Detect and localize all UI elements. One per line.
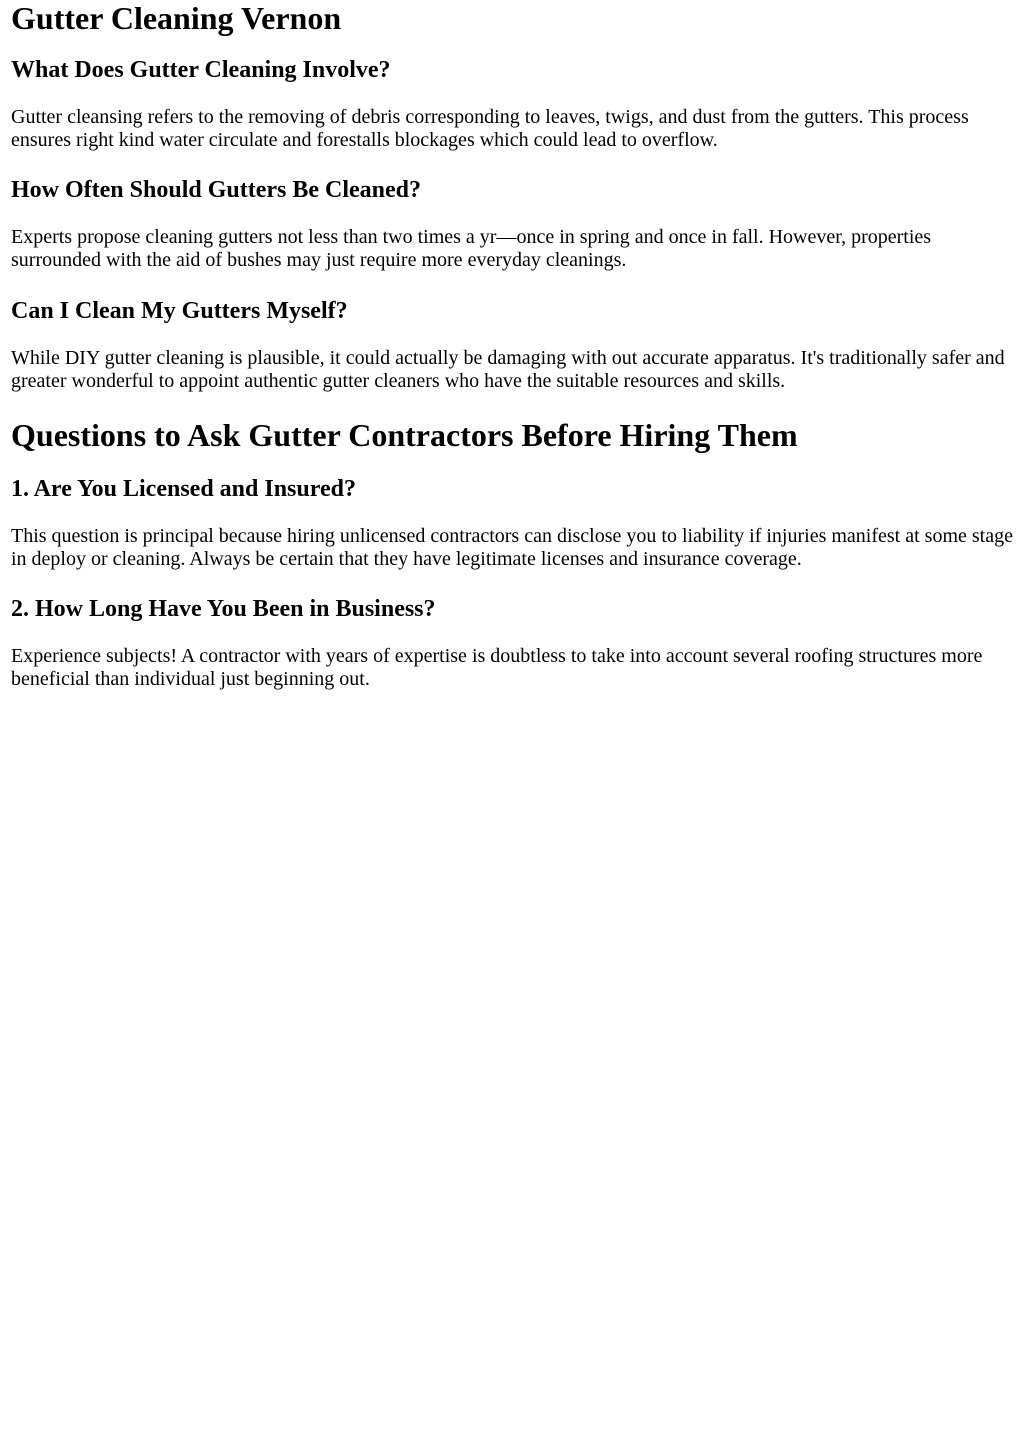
question-text-business: Experience subjects! A contractor with years of expertise is doubtless to take into account several roofing structures more beneficial than individual just beginning out. [11,645,983,690]
question-heading-licensed: 1. Are You Licensed and Insured? [11,476,356,502]
section-text-involve: Gutter cleansing refers to the removing of debris corresponding to leaves, twigs, and dust from the gutters. This process ensures right kind water circulate and forestalls blockages which could lead to overflow. [11,106,969,151]
section-heading-involve: What Does Gutter Cleaning Involve? [11,57,391,83]
section-text-frequency: Experts propose cleaning gutters not less than two times a yr—once in spring and once in fall. However, properties surrounded with the aid of bushes may just require more everyday cleanings. [11,226,932,271]
section-heading-frequency: How Often Should Gutters Be Cleaned? [11,177,422,203]
section-title-questions: Questions to Ask Gutter Contractors Before Hiring Them [11,417,798,453]
document-page [0,0,1024,691]
question-heading-business: 2. How Long Have You Been in Business? [11,596,436,622]
page-title: Gutter Cleaning Vernon [11,0,342,36]
section-heading-diy: Can I Clean My Gutters Myself? [11,298,348,324]
question-text-licensed: This question is principal because hiring unlicensed contractors can disclose you to liability if injuries manifest at some stage in deploy or cleaning. Always be certain that they have legitimate licenses and insurance coverage. [11,525,1013,570]
section-text-diy: While DIY gutter cleaning is plausible, it could actually be damaging with out accurate apparatus. It's traditionally safer and greater wonderful to appoint authentic gutter cleaners who have the suitable resources and skills. [11,347,1005,392]
